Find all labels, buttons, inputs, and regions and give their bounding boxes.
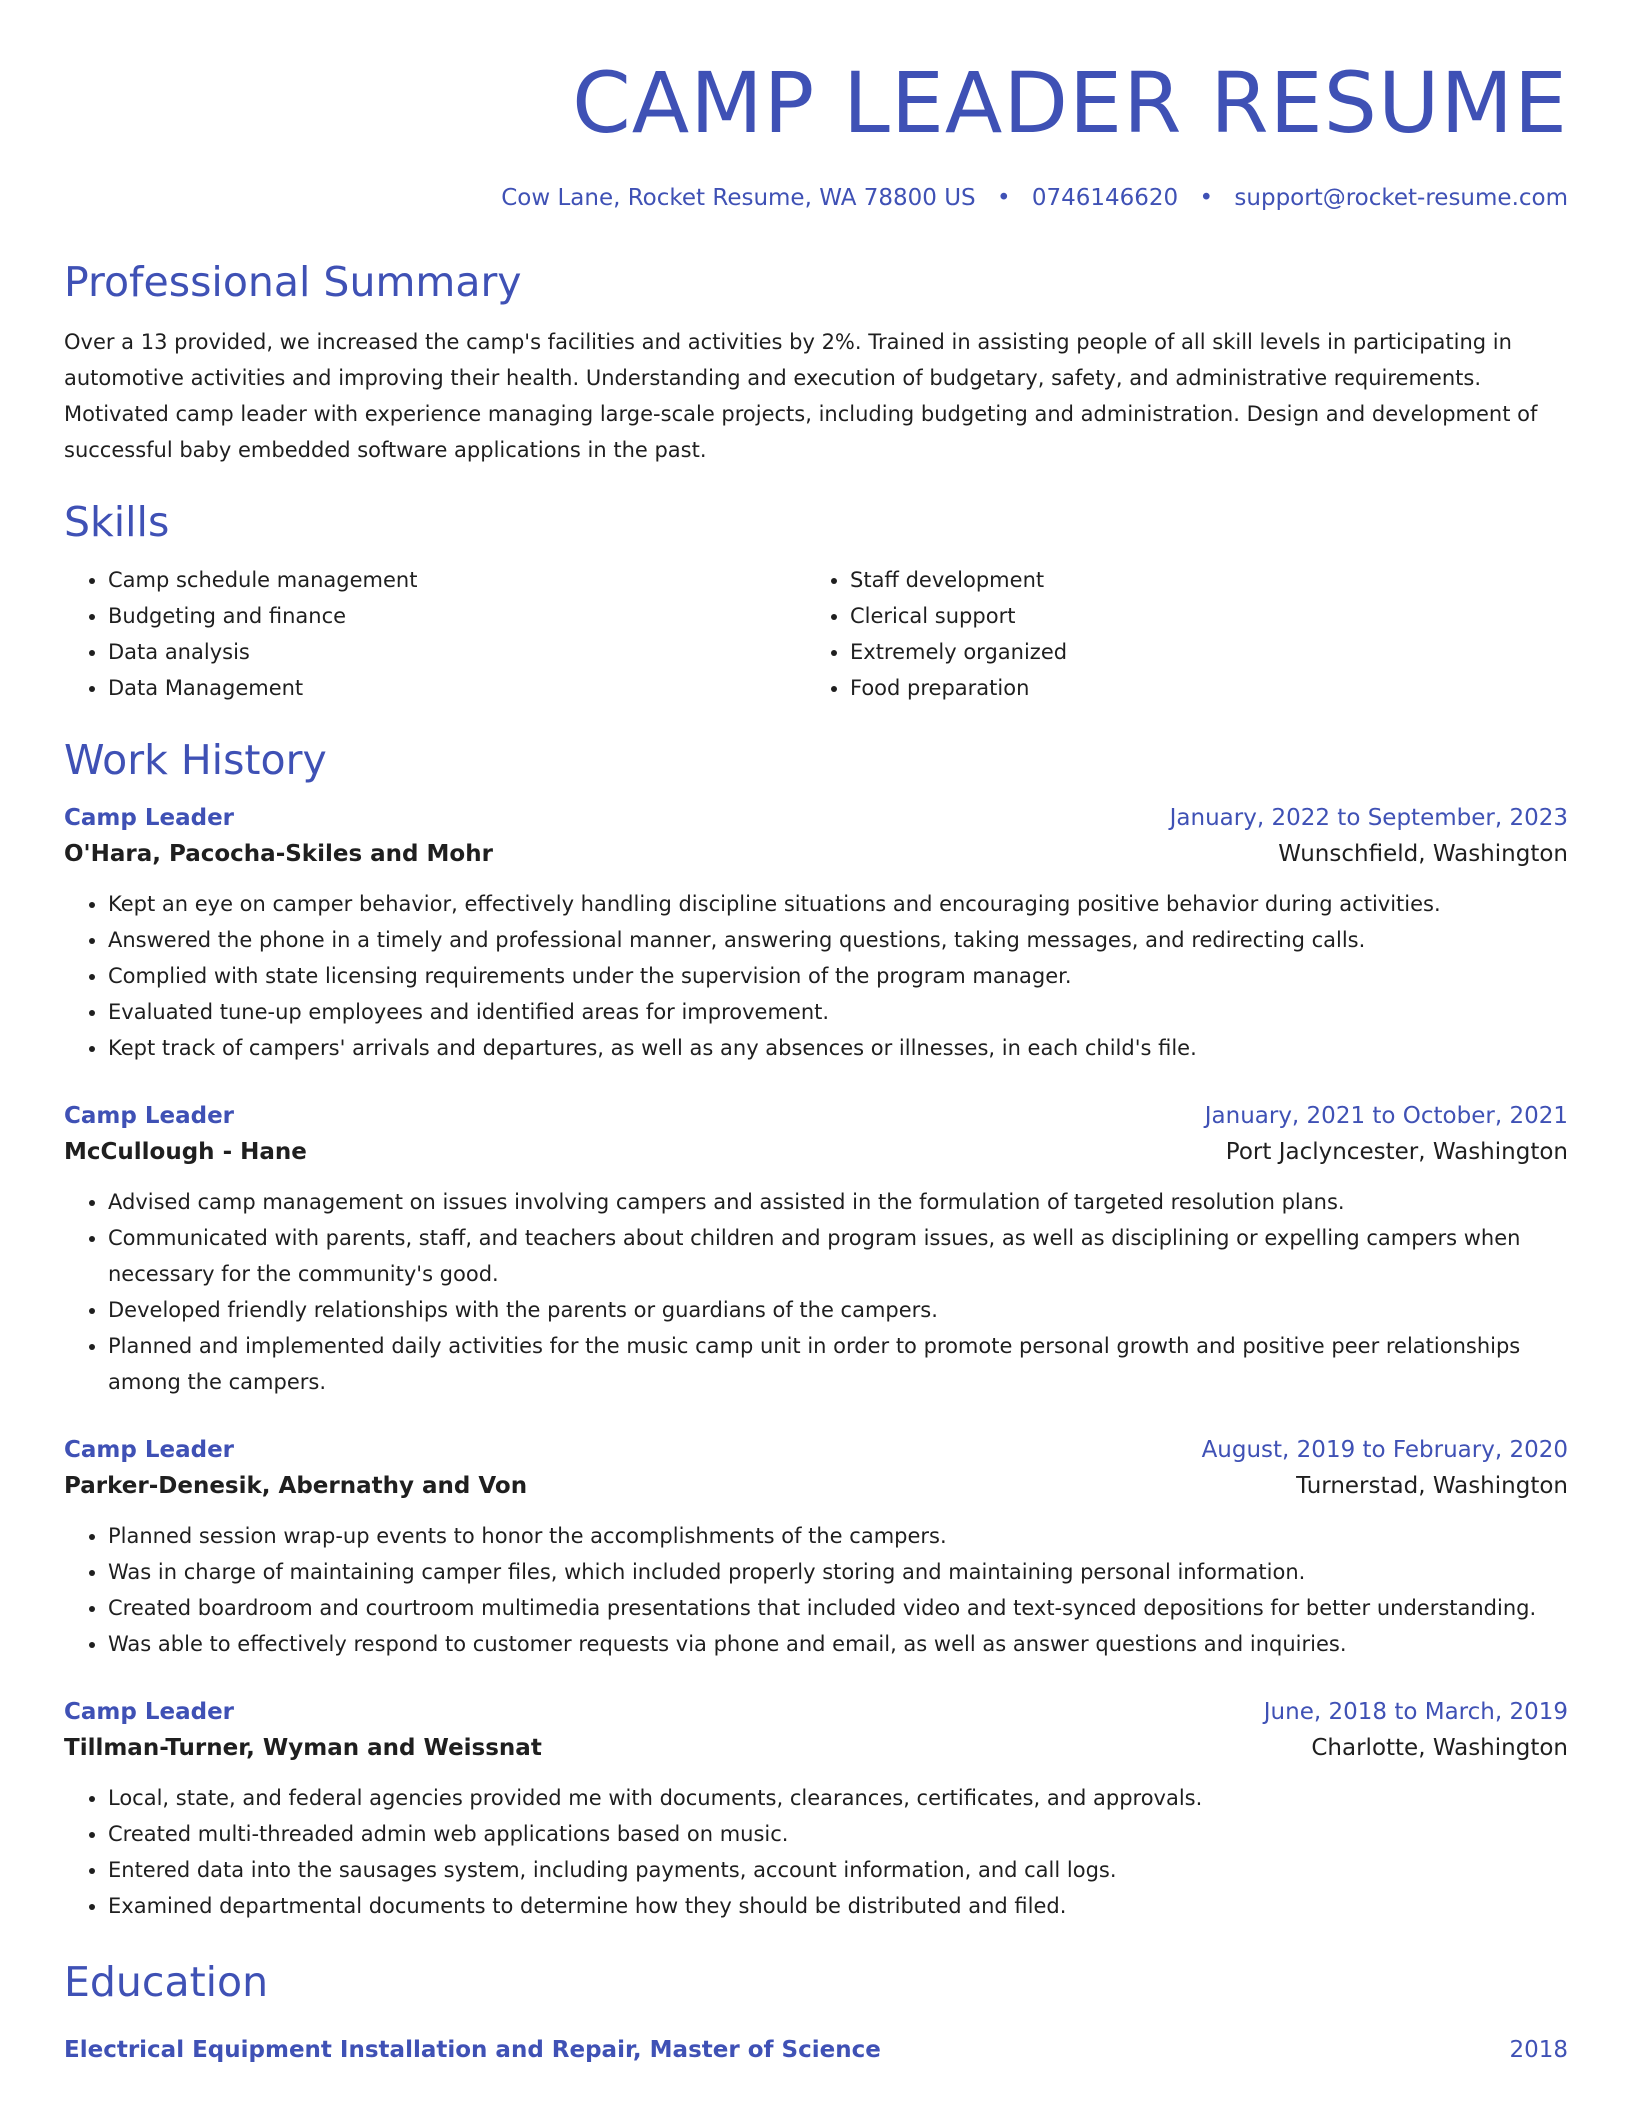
summary-heading: Professional Summary (64, 258, 522, 306)
job-header (64, 1694, 1568, 1730)
job-duty: • Created multi-threaded admin web applications based on music. (108, 1816, 1568, 1852)
contact-email[interactable]: support@rocket-resume.com (1234, 185, 1568, 211)
resume-page (64, 0, 1568, 2068)
job-dates: August, 2019 to February, 2020 (1201, 1437, 1568, 1463)
job-duty: • Evaluated tune-up employees and identified areas for improvement. (108, 994, 1568, 1030)
job-employer (64, 1134, 1568, 1170)
skills-column-left (64, 562, 806, 706)
contact-separator: • (996, 185, 1011, 211)
job-duty: • Advised camp management on issues involving campers and assisted in the formulation of targeted resolution plans. (108, 1184, 1568, 1220)
skill-item: • Data analysis (108, 634, 806, 670)
job-duty: • Complied with state licensing requirements under the supervision of the program manager. (108, 958, 1568, 994)
job-duty: • Created boardroom and courtroom multimedia presentations that included video and text-synced depositions for better understanding. (108, 1590, 1568, 1626)
job-header (64, 800, 1568, 836)
education-entry (64, 2032, 1568, 2068)
job-duty: • Examined departmental documents to determine how they should be distributed and filed. (108, 1888, 1568, 1924)
job-duties (64, 1518, 1568, 1662)
job-header (64, 1098, 1568, 1134)
job-location: Wunschfield, Washington (1278, 841, 1568, 867)
job-dates: January, 2021 to October, 2021 (1204, 1103, 1568, 1129)
skills-column-right (806, 562, 1548, 706)
job-duty: • Communicated with parents, staff, and teachers about children and program issues, as well as disciplining or expelling campers when necessary for the community's good. (108, 1220, 1568, 1292)
contact-line (64, 182, 1568, 214)
job-duty: • Was able to effectively respond to customer requests via phone and email, as well as answer questions and inquiries. (108, 1626, 1568, 1662)
skill-item: • Staff development (850, 562, 1548, 598)
job-entry (64, 1098, 1568, 1400)
skill-item: • Food preparation (850, 670, 1548, 706)
job-duty: • Developed friendly relationships with the parents or guardians of the campers. (108, 1292, 1568, 1328)
resume-title: CAMP LEADER RESUME (572, 54, 1568, 152)
job-duty: • Local, state, and federal agencies provided me with documents, clearances, certificates, and approvals. (108, 1780, 1568, 1816)
job-title: Camp Leader (64, 1437, 235, 1463)
job-title: Camp Leader (64, 1699, 235, 1725)
job-duty: • Planned and implemented daily activities for the music camp unit in order to promote personal growth and positive peer relationships among the campers. (108, 1328, 1568, 1400)
job-entry (64, 800, 1568, 1066)
job-employer (64, 836, 1568, 872)
job-location: Turnerstad, Washington (1296, 1473, 1568, 1499)
job-duty: • Kept track of campers' arrivals and departures, as well as any absences or illnesses, in each child's file. (108, 1030, 1568, 1066)
job-title: Camp Leader (64, 1103, 235, 1129)
summary-text: Over a 13 provided, we increased the camp's facilities and activities by 2%. Trained in assisting people of all skill levels in participating in automotive activities and improving their health. Understanding and execution of budgetary, safety, and administrative requirements. Motivated camp leader with experience managing large-scale projects, including budgeting and administration. Design and development of successful baby embedded software applications in the past. (64, 330, 1538, 462)
contact-address: Cow Lane, Rocket Resume, WA 78800 US (501, 185, 976, 211)
job-location: Port Jaclyncester, Washington (1225, 1139, 1568, 1165)
job-dates: January, 2022 to September, 2023 (1169, 805, 1568, 831)
contact-phone[interactable]: 0746146620 (1031, 185, 1179, 211)
contact-separator: • (1199, 185, 1214, 211)
skill-item: • Camp schedule management (108, 562, 806, 598)
skills-list (64, 562, 1568, 706)
job-entry (64, 1694, 1568, 1924)
job-duty: • Was in charge of maintaining camper files, which included properly storing and maintaining personal information. (108, 1554, 1568, 1590)
education-year: 2018 (1509, 2037, 1568, 2063)
job-duty: • Kept an eye on camper behavior, effectively handling discipline situations and encouraging positive behavior during activities. (108, 886, 1568, 922)
job-location: Charlotte, Washington (1311, 1735, 1568, 1761)
skill-item: • Clerical support (850, 598, 1548, 634)
education-heading: Education (64, 1958, 269, 2006)
education-degree: Electrical Equipment Installation and Repair, Master of Science (64, 2037, 881, 2063)
job-duty: • Entered data into the sausages system, including payments, account information, and call logs. (108, 1852, 1568, 1888)
job-duties (64, 1780, 1568, 1924)
job-dates: June, 2018 to March, 2019 (1263, 1699, 1568, 1725)
job-header (64, 1432, 1568, 1468)
job-company: O'Hara, Pacocha-Skiles and Mohr (64, 841, 493, 867)
skills-heading: Skills (64, 498, 170, 546)
job-duties (64, 1184, 1568, 1400)
skill-item: • Budgeting and finance (108, 598, 806, 634)
job-title: Camp Leader (64, 805, 235, 831)
work-history-heading: Work History (64, 736, 327, 784)
job-duty: • Answered the phone in a timely and professional manner, answering questions, taking messages, and redirecting calls. (108, 922, 1568, 958)
job-duties (64, 886, 1568, 1066)
job-employer (64, 1730, 1568, 1766)
job-company: McCullough - Hane (64, 1139, 307, 1165)
job-duty: • Planned session wrap-up events to honor the accomplishments of the campers. (108, 1518, 1568, 1554)
job-company: Tillman-Turner, Wyman and Weissnat (64, 1735, 542, 1761)
job-employer (64, 1468, 1568, 1504)
skill-item: • Extremely organized (850, 634, 1548, 670)
job-entry (64, 1432, 1568, 1662)
skill-item: • Data Management (108, 670, 806, 706)
job-company: Parker-Denesik, Abernathy and Von (64, 1473, 528, 1499)
